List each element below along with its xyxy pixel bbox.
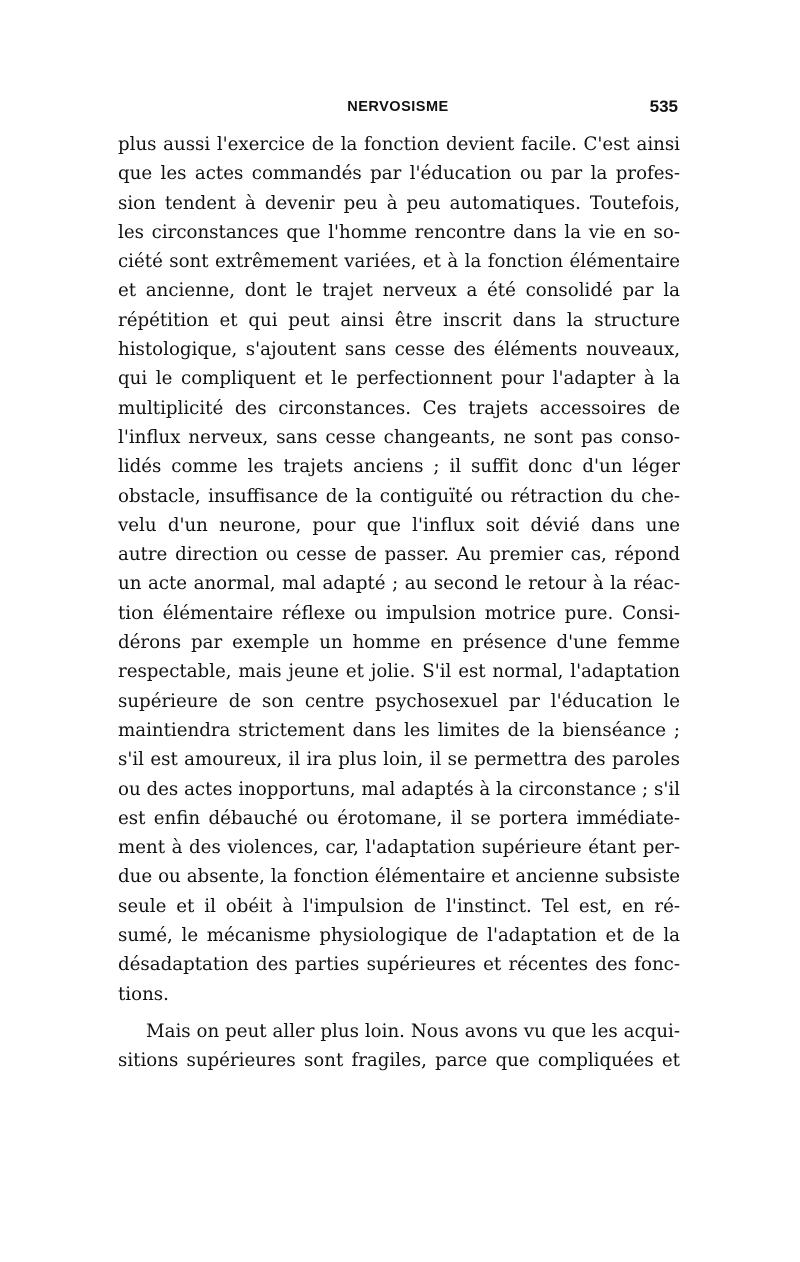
text-line: un acte anormal, mal adapté ; au second le retour à la réac- — [118, 573, 680, 595]
text-line: les circonstances que l'homme rencontre dans la vie en so- — [118, 221, 680, 243]
text-line: velu d'un neurone, pour que l'influx soit dévié dans une — [118, 514, 680, 536]
text-line: obstacle, insuffisance de la contiguïté ou rétraction du che- — [118, 485, 680, 507]
text-line: ou des actes inopportuns, mal adaptés à la circonstance ; s'il — [118, 778, 680, 800]
text-line: plus aussi l'exercice de la fonction devient facile. C'est ainsi — [118, 134, 680, 155]
text-line: sion tendent à devenir peu à peu automatiques. Toutefois, — [118, 192, 680, 214]
text-line: lidés comme les trajets anciens ; il suffit donc d'un léger — [118, 456, 680, 478]
page-number: 535 — [649, 97, 678, 116]
text-line: répétition et qui peut ainsi être inscrit dans la structure — [118, 309, 680, 331]
text-line: multiplicité des circonstances. Ces trajets accessoires de — [118, 397, 680, 419]
paragraph-2 — [118, 1017, 680, 1076]
paragraph-gap — [118, 1009, 680, 1017]
text-line: autre direction ou cesse de passer. Au premier cas, répond — [118, 544, 680, 566]
text-line: sitions supérieures sont fragiles, parce que compliquées et — [118, 1050, 680, 1072]
text-line: et ancienne, dont le trajet nerveux a été consolidé par la — [118, 280, 680, 302]
text-line: s'il est amoureux, il ira plus loin, il se permettra des paroles — [118, 749, 680, 771]
text-line: Mais on peut aller plus loin. Nous avons vu que les acqui- — [146, 1020, 680, 1042]
text-line: ciété sont extrêmement variées, et à la fonction élémentaire — [118, 251, 680, 273]
body-text — [118, 130, 680, 1076]
text-line: désadaptation des parties supérieures et récentes des fonc- — [118, 954, 680, 976]
text-line: ment à des violences, car, l'adaptation supérieure étant per- — [118, 837, 680, 859]
running-title: NERVOSISME — [347, 99, 449, 115]
paragraph-1 — [118, 130, 680, 1009]
text-line: tions. — [118, 983, 169, 1005]
text-line: tion élémentaire réflexe ou impulsion motrice pure. Consi- — [118, 602, 680, 624]
text-line: sumé, le mécanisme physiologique de l'adaptation et de la — [118, 925, 680, 947]
text-line: qui le compliquent et le perfectionnent pour l'adapter à la — [118, 368, 680, 390]
text-line: l'influx nerveux, sans cesse changeants, ne sont pas conso- — [118, 426, 680, 448]
text-line: supérieure de son centre psychosexuel par l'éducation le — [118, 690, 680, 712]
text-line: seule et il obéit à l'impulsion de l'instinct. Tel est, en ré- — [118, 895, 680, 917]
text-line: que les actes commandés par l'éducation ou par la profes- — [118, 163, 680, 185]
text-line: est enfin débauché ou érotomane, il se portera immédiate- — [118, 807, 680, 829]
text-line: maintiendra strictement dans les limites de la bienséance ; — [118, 719, 680, 741]
text-line: histologique, s'ajoutent sans cesse des éléments nouveaux, — [118, 339, 680, 361]
text-line: respectable, mais jeune et jolie. S'il est normal, l'adaptation — [118, 661, 680, 683]
text-line: dérons par exemple un homme en présence d'une femme — [118, 632, 680, 654]
text-line: due ou absente, la fonction élémentaire et ancienne subsiste — [118, 866, 680, 888]
running-head — [118, 94, 678, 120]
